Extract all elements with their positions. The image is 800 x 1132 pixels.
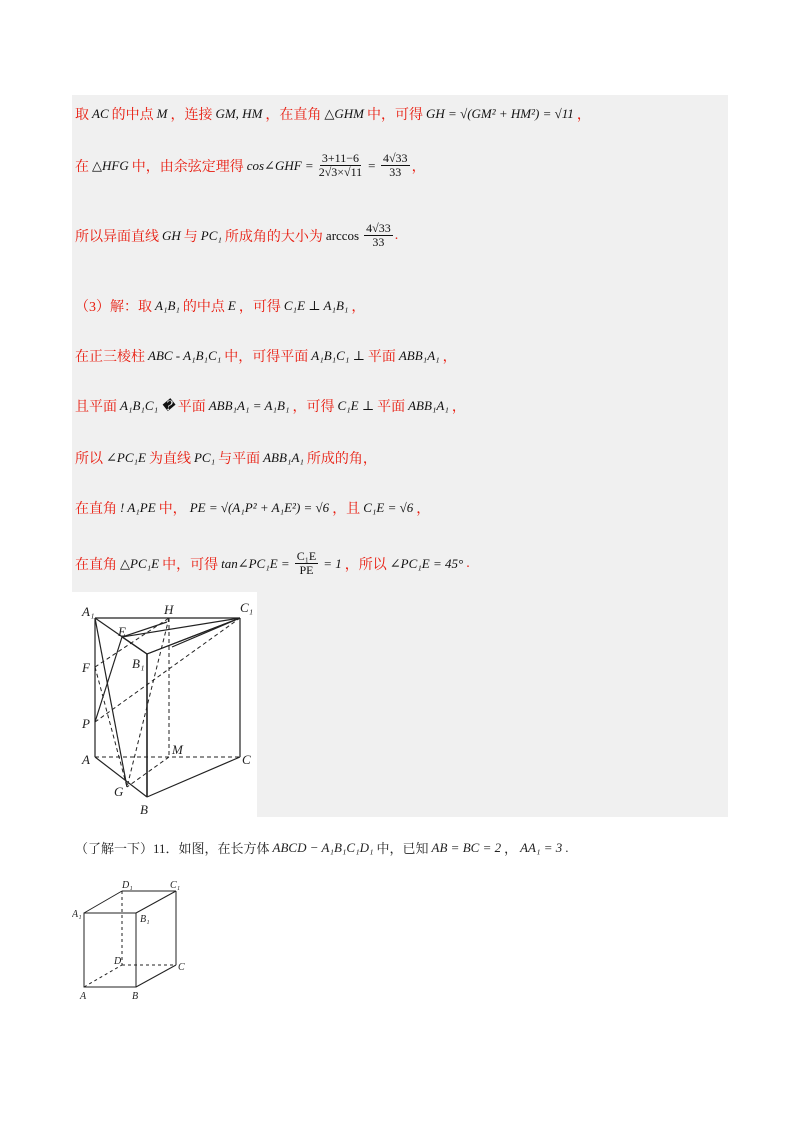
text: . [466, 555, 470, 571]
text: 为直线 [148, 452, 191, 467]
math: △PC₁E [120, 555, 160, 571]
math: PC₁ [193, 450, 216, 465]
text: 所成角的大小为 [224, 229, 323, 245]
text: ， [351, 300, 366, 315]
math: C₁E = √6 [363, 500, 414, 515]
text: 的中点 [111, 108, 154, 123]
math: GH = √(GM² + HM²) = √11 [426, 106, 574, 121]
text: 在直角 [75, 557, 117, 573]
text: 中，可得 [162, 557, 219, 573]
math: arccos [325, 227, 360, 243]
math: tan∠PC₁E = [221, 555, 290, 571]
label-d: D [114, 956, 122, 967]
math: AC [92, 106, 109, 121]
label-b1: B₁ [132, 656, 145, 671]
text: ，连接 [170, 108, 213, 123]
math: A₁B₁C₁ ⊥ [311, 348, 365, 363]
math: = 1 [323, 555, 342, 571]
math: ABC - A₁B₁C₁ [148, 348, 222, 363]
text: 平面 [367, 350, 396, 365]
solution-line-4 [75, 296, 365, 316]
label-c: C [242, 752, 251, 767]
text: 与平面 [218, 452, 261, 467]
text: 中，已知 [376, 841, 429, 856]
text: 中， [158, 502, 187, 517]
math: E [227, 298, 236, 313]
text: 中，可得 [367, 108, 424, 123]
text: 在正三棱柱 [75, 350, 145, 365]
label-e: E [118, 624, 126, 639]
label-c1: C₁ [170, 880, 181, 891]
question-11 [75, 838, 569, 857]
text: ， [442, 350, 457, 365]
label-b: B [132, 991, 139, 1002]
front-face [84, 913, 136, 987]
math: AB = BC = 2 [431, 839, 502, 855]
math: GM, HM [215, 106, 263, 121]
math: C₁E ⊥ A₁B₁ [283, 298, 349, 313]
solution-line-9 [75, 550, 470, 577]
math: ABB₁A₁ [263, 450, 304, 465]
fraction [295, 550, 319, 577]
prism-diagram [72, 592, 257, 820]
math: C₁E ⊥ [337, 398, 375, 413]
line-ep [95, 637, 122, 722]
solution-line-6 [75, 396, 466, 416]
numerator: 4√33 [366, 221, 391, 235]
text: 中，可得平面 [224, 350, 309, 365]
math: ABCD − A₁B₁C₁D₁ [272, 839, 374, 855]
text: ， [411, 159, 426, 175]
text: ， [416, 502, 431, 517]
math: ! A₁PE [120, 500, 156, 515]
text: ， [451, 400, 466, 415]
label-a: A [82, 752, 90, 767]
text: 在直角 [75, 502, 117, 517]
text: 所以异面直线 [75, 229, 159, 245]
label-a: A [80, 991, 87, 1002]
edge-bc [136, 965, 176, 987]
text: 中，由余弦定理得 [131, 159, 244, 175]
math: ABB₁A₁ [398, 348, 440, 363]
solution-line-7 [75, 448, 377, 468]
text: 所以 [75, 452, 103, 467]
edge-ad-hidden [84, 965, 122, 987]
denominator: 33 [389, 165, 402, 179]
math: PE = √(A₁P² + A₁E²) = √6 [189, 500, 330, 515]
label-c1: C₁ [240, 600, 254, 615]
edge-b1c1 [136, 891, 176, 913]
math: M [156, 106, 168, 121]
line-ec1 [122, 618, 240, 637]
text: （3）解：取 [75, 300, 152, 315]
text: 平面 [177, 400, 206, 415]
label-b1: B₁ [140, 914, 150, 925]
label-b: B [140, 802, 148, 817]
label-a1: A₁ [72, 909, 82, 920]
text: 所成的角， [306, 452, 377, 467]
math: △HFG [92, 157, 129, 173]
solution-line-2 [75, 152, 426, 179]
text: 的中点 [182, 300, 225, 315]
text: ，所以 [344, 557, 387, 573]
math: A₁B₁ [155, 298, 180, 313]
math: AA₁ = 3 [520, 839, 563, 855]
text: ，在直角 [265, 108, 322, 123]
text: 平面 [377, 400, 406, 415]
solution-line-3 [75, 222, 398, 249]
math: = [367, 157, 376, 173]
cuboid-diagram [72, 878, 202, 1003]
text: 在 [75, 159, 89, 175]
edge-a1d1 [84, 891, 122, 913]
text: 且平面 [75, 400, 117, 415]
math: ABB₁A₁ [408, 398, 449, 413]
numerator: 3+11−6 [321, 151, 359, 165]
label-h: H [164, 602, 174, 617]
text: ，可得 [292, 400, 335, 415]
cuboid-figure [72, 878, 202, 1003]
text: （了解一下）11．如图，在长方体 [75, 841, 270, 856]
text: ，且 [332, 502, 361, 517]
text: 与 [183, 229, 198, 245]
math: ∠PC₁E [106, 450, 146, 465]
prism-figure [72, 592, 257, 820]
line-eb1 [122, 637, 147, 654]
numerator: C₁E [296, 549, 317, 563]
math: ABB₁A₁ = A₁B₁ [208, 398, 290, 413]
solution-line-1 [75, 104, 591, 124]
text: 取 [75, 108, 89, 123]
label-f: F [82, 660, 90, 675]
text: ， [504, 841, 518, 856]
denominator: 2√3×√11 [318, 165, 363, 179]
math: GH [162, 227, 181, 243]
denominator: PE [299, 563, 314, 577]
label-c: C [178, 962, 185, 973]
math: △GHM [324, 106, 365, 121]
label-a1: A₁ [82, 604, 95, 619]
math: ∠PC₁E = 45° [389, 555, 464, 571]
text: . [565, 839, 569, 855]
math: A₁B₁C₁ � [120, 398, 175, 413]
denominator: 33 [372, 235, 385, 249]
label-p: P [82, 716, 90, 731]
label-g: G [114, 784, 124, 799]
solution-line-5 [75, 346, 457, 366]
line-a1g [95, 618, 127, 787]
numerator: 4√33 [382, 151, 408, 165]
math: cos∠GHF = [246, 157, 314, 173]
label-d1: D₁ [122, 880, 133, 891]
fraction [364, 222, 393, 249]
text: ， [576, 108, 591, 123]
solution-line-8 [75, 498, 430, 518]
text: ，可得 [238, 300, 281, 315]
fraction [319, 152, 363, 179]
text: . [394, 227, 399, 243]
math: PC₁ [200, 227, 222, 243]
label-m: M [172, 742, 183, 757]
fraction [381, 152, 410, 179]
